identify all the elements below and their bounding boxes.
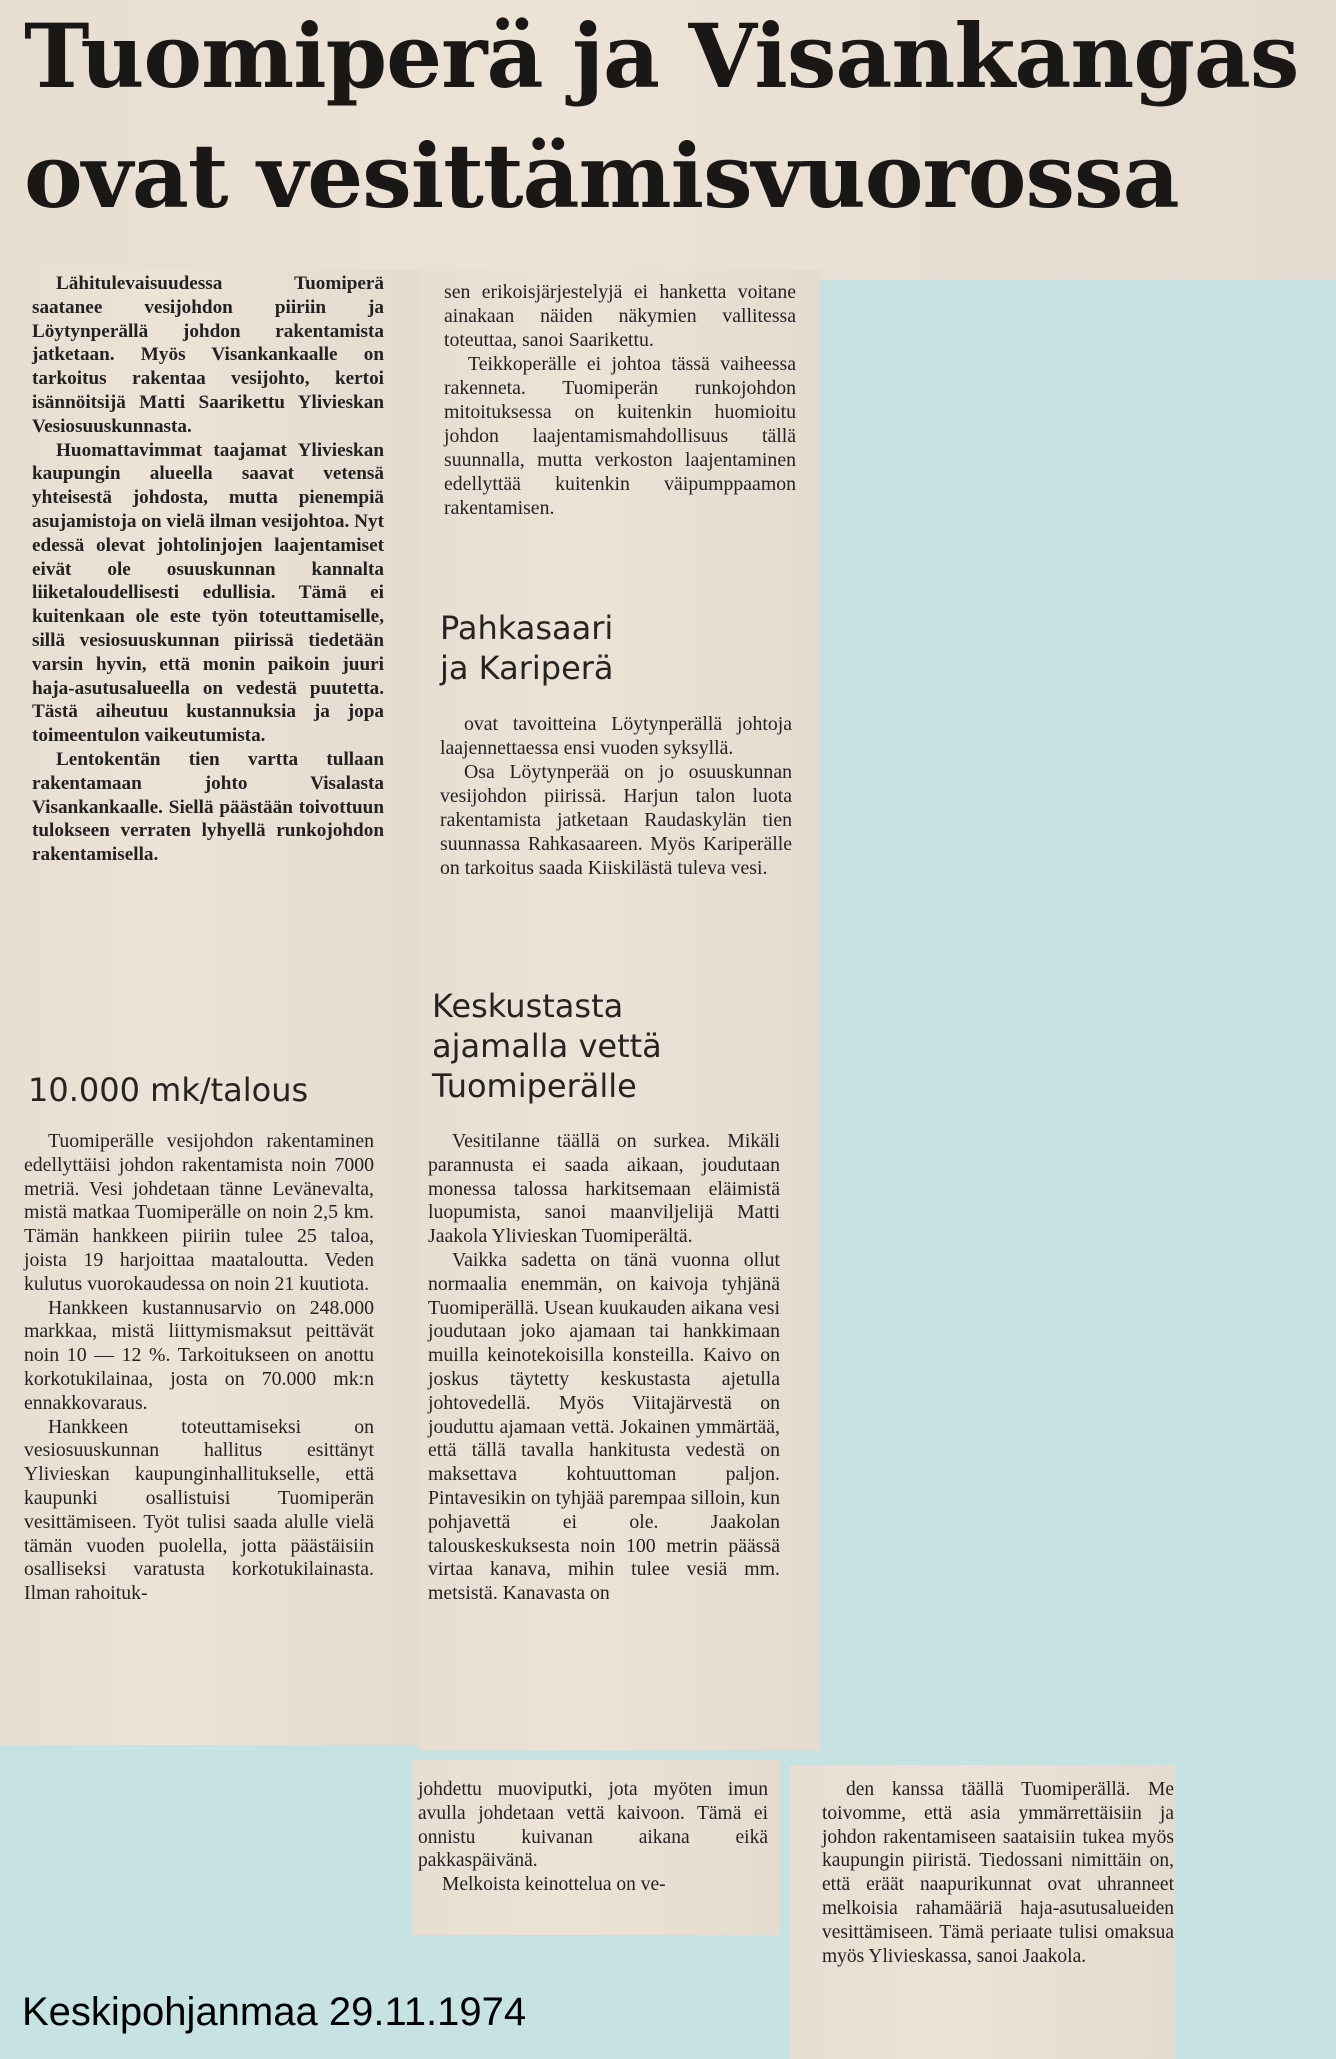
- article-column-4: [822, 1778, 1174, 1968]
- headline-line-1: Tuomiperä ja Visankangas: [24, 4, 1299, 108]
- paragraph: Hankkeen kustannusarvio on 248.000 markkaa, mistä liittymismaksut peittävät noin 10 — 12 %. Tarkoitukseen on anottu korkotukilainaa, josta on 70.000 mk:n ennakkovaraus.: [24, 1296, 374, 1414]
- subheading-pahkasaari: [440, 608, 614, 688]
- paragraph: Huomattavimmat taajamat Ylivieskan kaupungin alueella saavat vetensä yhteisestä johdosta, mutta pienempiä asujamistoja on vielä ilman vesijohtoa. Nyt edessä olevat johtolinjojen laajentamiset eivät ole osuuskunnan kannalta liiketaloudellisesti edullisia. Tämä ei kuitenkaan ole este työn toteuttamiselle, sillä vesiosuuskunnan piirissä tiedetään varsin hyvin, että monin paikoin juuri haja-asutusalueella on vedestä puutetta. Tästä aiheutuu kustannuksia ja jopa toimeentulon vaikeutumista.: [32, 439, 384, 747]
- subheading-line: ajamalla vettä: [432, 1027, 662, 1065]
- paragraph: Teikkoperälle ei johtoa tässä vaiheessa rakenneta. Tuomiperän runkojohdon mitoituksessa on kuitenkin huomioitu johdon laajentamismahdollisuus tällä suunnalla, mutta verkoston laajentaminen edellyttää kuitenkin väipumppaamon rakentamisen.: [444, 353, 796, 519]
- paragraph: ovat tavoitteina Löytynperällä johtoja laajennettaessa ensi vuoden syksyllä.: [440, 713, 792, 759]
- headline-line-2: ovat vesittämisvuorossa: [24, 124, 1179, 228]
- article-lead-column: [32, 272, 384, 867]
- paragraph: Melkoista keinottelua on ve-: [442, 1874, 666, 1896]
- subheading-keskustasta: [432, 986, 662, 1106]
- paragraph: Lähitulevaisuudessa Tuomiperä saatanee vesijohdon piiriin ja Löytynperällä johdon rakentamista jatketaan. Myös Visankankaalle on tarkoitus rakentaa vesijohto, kertoi isännöitsijä Matti Saarikettu Ylivieskan Vesiosuuskunnasta.: [32, 273, 384, 437]
- paragraph: Vesitilanne täällä on surkea. Mikäli parannusta ei saada aikaan, joudutaan monessa talossa harkitsemaan eläimistä luopumista, sanoi maanviljelijä Matti Jaakola Ylivieskan Tuomiperältä.: [428, 1130, 780, 1248]
- article-column-2-top: [444, 280, 796, 520]
- paragraph: Tuomiperälle vesijohdon rakentaminen edellyttäisi johdon rakentamista noin 7000 metriä. Vesi johdetaan tänne Levänevalta, mistä matkaa Tuomiperälle on noin 2,5 km. Tämän hankkeen piiriin tulee 25 taloa, joista 19 harjoittaa maataloutta. Veden kulutus vuorokaudessa on noin 21 kuutiota.: [24, 1130, 374, 1295]
- paragraph: sen erikoisjärjestelyjä ei hanketta voitane ainakaan näiden näkymien vallitessa toteuttaa, sanoi Saarikettu.: [444, 281, 796, 351]
- paragraph: Osa Löytynperää on jo osuuskunnan vesijohdon piirissä. Harjun talon luota rakentamista jatketaan Raudaskylän tien suunnassa Rahkasaareen. Myös Kariperälle on tarkoitus saada Kiiskilästä tuleva vesi.: [440, 761, 792, 879]
- paragraph: johdettu muoviputki, jota myöten imun avulla johdetaan vettä kaivoon. Tämä ei onnistu kuivanan aikana eikä pakkaspäivänä.: [418, 1779, 768, 1872]
- paragraph: Lentokentän tien vartta tullaan rakentamaan johto Visalasta Visankankaalle. Siellä päästään toivottuun tulokseen verraten lyhyellä runkojohdon rakentamisella.: [32, 748, 384, 866]
- article-column-1-bottom: [24, 1130, 374, 1606]
- subheading-line: ja Kariperä: [440, 649, 614, 687]
- subheading-line: Keskustasta: [432, 987, 624, 1025]
- subheading-talous: 10.000 mk/talous: [28, 1071, 309, 1109]
- source-caption: Keskipohjanmaa 29.11.1974: [22, 1990, 527, 2034]
- article-column-2-mid: [440, 712, 792, 880]
- article-column-3: [418, 1778, 768, 1897]
- paragraph: Hankkeen toteuttamiseksi on vesiosuuskunnan hallitus esittänyt Ylivieskan kaupunginhallitukselle, että kaupunki osallistuisi Tuomiperän vesittämiseen. Työt tulisi saada alulle vielä tämän vuoden puolella, jotta päästäisiin osalliseksi varatusta korkotukilainasta. Ilman rahoituk-: [24, 1415, 374, 1605]
- article-column-2-bottom: [428, 1130, 780, 1606]
- subheading-line: Pahkasaari: [440, 609, 614, 647]
- subheading-line: Tuomiperälle: [432, 1067, 637, 1105]
- paragraph: den kanssa täällä Tuomiperällä. Me toivomme, että asia ymmärrettäisiin ja johdon rakentamiseen saataisiin tukea myös kaupungin piiristä. Tiedossani nimittäin on, että eräät naapurikunnat ovat uhranneet melkoisia rahamääriä haja-asutusalueiden vesittämiseen. Tämä periaate tulisi omaksua myös Ylivieskassa, sanoi Jaakola.: [822, 1779, 1174, 1967]
- paragraph: Vaikka sadetta on tänä vuonna ollut normaalia enemmän, on kaivoja tyhjänä Tuomiperällä. Usean kuukauden aikana vesi joudutaan joko ajamaan tai hankkimaan muilla keinotekoisilla konsteilla. Kaivo on joskus täytetty keskustasta ajetulla johtovedellä. Myös Viitajärvestä on jouduttu ajamaan vettä. Jokainen ymmärtää, että tällä tavalla hankitusta vedestä on maksettava kohtuuttoman paljon. Pintavesikin on tyhjää parempaa silloin, kun pohjavettä ei ole. Jaakolan talouskeskuksesta noin 100 metrin päässä virtaa kanava, mihin tulee vesiä mm. metsistä. Kanavasta on: [428, 1248, 780, 1605]
